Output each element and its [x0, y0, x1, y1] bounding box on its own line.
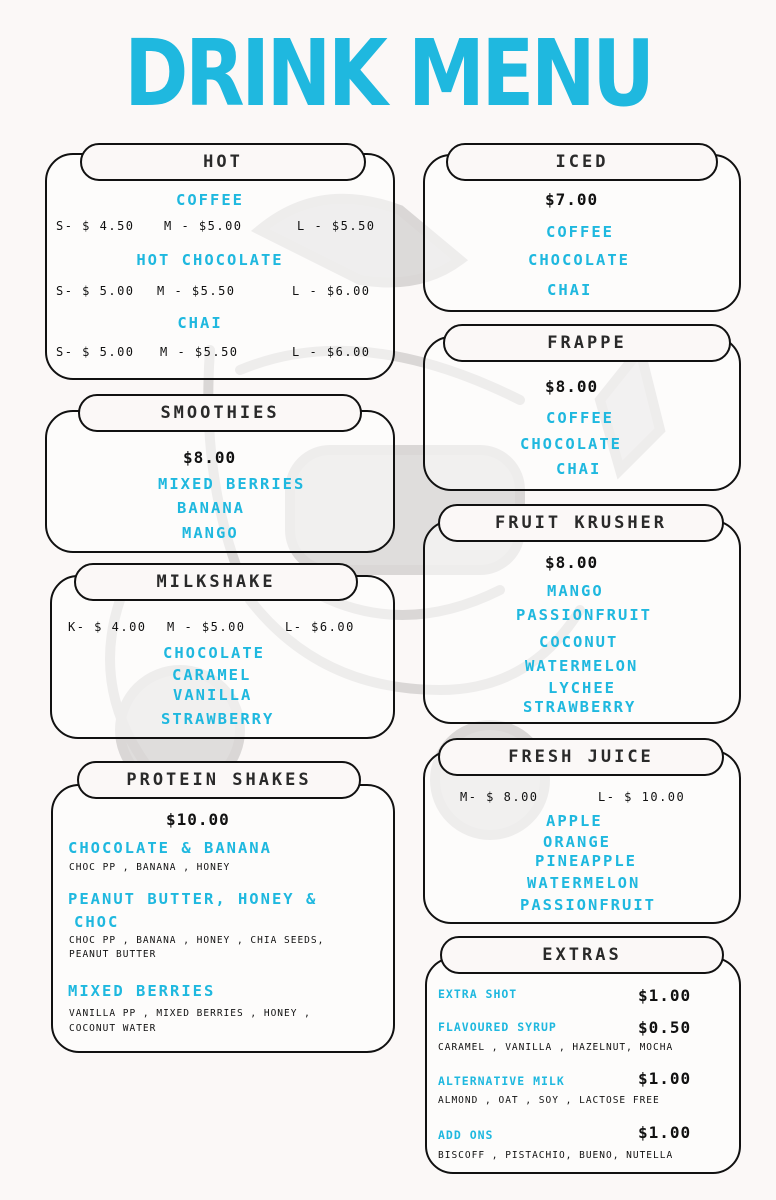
fresh-juice-item: PASSIONFRUIT: [520, 896, 656, 914]
protein-item-name: MIXED BERRIES: [68, 982, 216, 1000]
hot-item-price-s: S- $ 4.50: [56, 219, 135, 233]
iced-item: CHOCOLATE: [528, 251, 630, 269]
hot-item-price-l: L - $6.00: [292, 284, 371, 298]
smoothies-item: MANGO: [182, 524, 239, 542]
milkshake-heading: MILKSHAKE: [74, 563, 358, 601]
extra-price: $1.00: [638, 1123, 692, 1142]
extra-desc: ALMOND , OAT , SOY , LACTOSE FREE: [438, 1095, 660, 1106]
fruit-krusher-price: $8.00: [545, 553, 599, 572]
protein-item-desc: CHOC PP , BANANA , HONEY , CHIA SEEDS,: [69, 935, 325, 946]
protein-item-name: CHOCOLATE & BANANA: [68, 839, 272, 857]
milkshake-price-k: K- $ 4.00: [68, 620, 147, 634]
smoothies-item: BANANA: [177, 499, 245, 517]
frappe-heading: FRAPPE: [443, 324, 731, 362]
milkshake-item: VANILLA: [173, 686, 253, 704]
fruit-krusher-heading: FRUIT KRUSHER: [438, 504, 724, 542]
smoothies-heading: SMOOTHIES: [78, 394, 362, 432]
fruit-krusher-item: WATERMELON: [525, 657, 639, 675]
fresh-juice-price-m: M- $ 8.00: [460, 790, 539, 804]
frappe-item: CHOCOLATE: [520, 435, 622, 453]
iced-item: COFFEE: [546, 223, 614, 241]
milkshake-price-m: M - $5.00: [167, 620, 246, 634]
extra-name: EXTRA SHOT: [438, 987, 518, 1001]
milkshake-item: CHOCOLATE: [163, 644, 265, 662]
extra-name: ALTERNATIVE MILK: [438, 1074, 565, 1088]
fruit-krusher-item: COCONUT: [539, 633, 619, 651]
extra-name: FLAVOURED SYRUP: [438, 1020, 557, 1034]
fruit-krusher-item: MANGO: [547, 582, 604, 600]
protein-item-name: PEANUT BUTTER, HONEY &: [68, 890, 318, 908]
hot-item-price-s: S- $ 5.00: [56, 284, 135, 298]
protein-item-desc: VANILLA PP , MIXED BERRIES , HONEY ,: [69, 1008, 311, 1019]
extra-price: $0.50: [638, 1018, 692, 1037]
fresh-juice-item: WATERMELON: [527, 874, 641, 892]
fresh-juice-price-l: L- $ 10.00: [598, 790, 686, 804]
hot-item-name: HOT CHOCOLATE: [136, 251, 284, 269]
frappe-item: CHAI: [556, 460, 602, 478]
extras-heading: EXTRAS: [440, 936, 724, 974]
fruit-krusher-item: STRAWBERRY: [523, 698, 637, 716]
hot-item-price-s: S- $ 5.00: [56, 345, 135, 359]
hot-item-price-m: M - $5.50: [157, 284, 236, 298]
protein-shakes-heading: PROTEIN SHAKES: [77, 761, 361, 799]
hot-item-price-l: L - $6.00: [292, 345, 371, 359]
protein-item-name-cont: CHOC: [74, 913, 120, 931]
fruit-krusher-item: PASSIONFRUIT: [516, 606, 652, 624]
smoothies-price: $8.00: [183, 448, 237, 467]
iced-price: $7.00: [545, 190, 599, 209]
hot-item-name: CHAI: [177, 314, 223, 332]
hot-item-name: COFFEE: [176, 191, 244, 209]
menu-title: DRINK MENU: [124, 20, 652, 127]
fresh-juice-heading: FRESH JUICE: [438, 738, 724, 776]
hot-heading: HOT: [80, 143, 366, 181]
fresh-juice-item: ORANGE: [543, 833, 611, 851]
fresh-juice-item: APPLE: [546, 812, 603, 830]
fruit-krusher-item: LYCHEE: [548, 679, 616, 697]
smoothies-item: MIXED BERRIES: [158, 475, 306, 493]
hot-item-price-l: L - $5.50: [297, 219, 376, 233]
extra-name: ADD ONS: [438, 1128, 494, 1142]
frappe-price: $8.00: [545, 377, 599, 396]
frappe-item: COFFEE: [546, 409, 614, 427]
extra-price: $1.00: [638, 1069, 692, 1088]
protein-item-desc-cont: PEANUT BUTTER: [69, 949, 157, 960]
milkshake-item: STRAWBERRY: [161, 710, 275, 728]
iced-item: CHAI: [547, 281, 593, 299]
hot-item-price-m: M - $5.00: [164, 219, 243, 233]
protein-item-desc-cont: COCONUT WATER: [69, 1023, 157, 1034]
fresh-juice-item: PINEAPPLE: [535, 852, 637, 870]
iced-heading: ICED: [446, 143, 718, 181]
extra-desc: BISCOFF , PISTACHIO, BUENO, NUTELLA: [438, 1150, 674, 1161]
protein-item-desc: CHOC PP , BANANA , HONEY: [69, 862, 231, 873]
milkshake-item: CARAMEL: [172, 666, 252, 684]
protein-price: $10.00: [166, 810, 230, 829]
milkshake-price-l: L- $6.00: [285, 620, 355, 634]
extra-desc: CARAMEL , VANILLA , HAZELNUT, MOCHA: [438, 1042, 674, 1053]
hot-item-price-m: M - $5.50: [160, 345, 239, 359]
extra-price: $1.00: [638, 986, 692, 1005]
